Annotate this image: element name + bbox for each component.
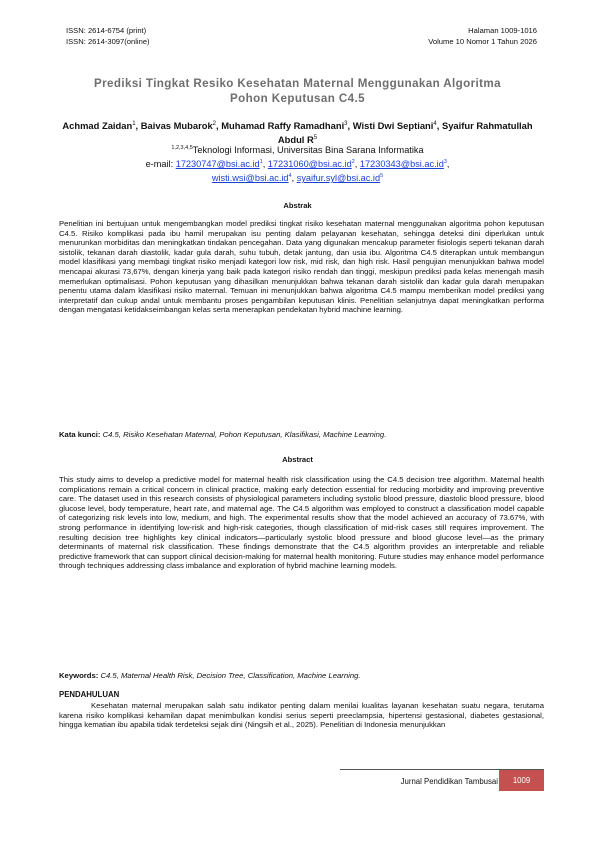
abstract-heading: Abstract (282, 455, 313, 464)
email-link[interactable]: 17231060@bsi.ac.id (267, 159, 352, 170)
author-sup: 3 (344, 121, 348, 127)
title-line-1: Prediksi Tingkat Resiko Kesehatan Maternal Menggunakan Algoritma (93, 77, 501, 90)
section-heading: PENDAHULUAN (59, 690, 120, 699)
keywords-label: Keywords: (59, 671, 99, 680)
affiliation (60, 143, 535, 157)
page-number: 1009 (499, 770, 544, 791)
volume-block (428, 26, 537, 47)
page-range: Halaman 1009-1016 (468, 26, 537, 35)
paper-title (60, 76, 535, 106)
author-sup: 5 (313, 135, 318, 142)
email-label: e-mail: (145, 159, 174, 170)
pendahuluan-body (59, 701, 544, 730)
keywords-label: Kata kunci: (59, 430, 101, 439)
abstrak-body: Penelitian ini bertujuan untuk mengembangkan model prediksi tingkat risiko kesehatan maternal menggunakan algoritma pohon keputusan C4.5. Risiko komplikasi pada ibu hamil merupakan isu penting dalam pelayanan kesehatan, sehingga deteksi dini diperlukan untuk menurunkan morbiditas dan meningkatkan tindakan pencegahan. Data yang digunakan mencakup parameter fisiologis seperti tekanan darah sistolik, tekanan darah diastolik, kadar gula darah, suhu tubuh, detak jantung, dan usia ibu. Algoritma C4.5 diterapkan untuk membangun model klasifikasi yang membagi tingkat risiko menjadi kategori low risk, mid risk, dan high risk. Hasil pengujian menunjukkan bahwa model mencapai akurasi 73,67%, dengan kinerja yang baik pada kategori risiko rendah dan tinggi, meskipun prediksi pada kelas menengah masih memerlukan optimalisasi. Pohon keputusan yang dihasilkan menunjukkan bahwa tekanan darah sistolik dan kadar gula darah merupakan penentu utama dalam klasifikasi risiko maternal. Temuan ini menunjukkan bahwa algoritma C4.5 mampu memberikan model prediksi yang interpretatif dan cukup andal untuk membantu proses pengambilan keputusan klinis. Penelitian selanjutnya dapat meningkatkan performa dengan mengatasi ketidakseimbangan kelas serta menerapkan pendekatan hybrid machine learning. (59, 219, 544, 315)
issn-print: ISSN: 2614-6754 (print) (66, 26, 147, 35)
author-list: Achmad Zaidan$^1$, Baivas Mubarok$^2$, Muhamad Raffy Ramadhani$^3$, Wisti Dwi Septiani$^4$, Syaifur Rahmatullah Abdul $R^5$ (62, 120, 533, 146)
abstract-keywords (59, 671, 544, 681)
author-sup: 4 (433, 121, 437, 127)
keywords-value: C4.5, Risiko Kesehatan Maternal, Pohon Keputusan, Klasifikasi, Machine Learning. (102, 430, 387, 439)
email-link[interactable]: 17230747@bsi.ac.id (175, 159, 260, 170)
author-name: Syaifur Rahmatullah Abdul R (277, 120, 533, 146)
author-sup: 1 (132, 121, 136, 127)
email-sup: 1 (259, 159, 263, 165)
email-sup: 2 (351, 159, 355, 165)
author-name: Achmad Zaidan (62, 120, 133, 132)
email-link[interactable]: syaifur.syl@bsi.ac.id (296, 173, 381, 184)
email-sup: 5 (380, 173, 384, 180)
abstrak-heading: Abstrak (283, 201, 312, 210)
volume-number: Volume 10 Nomor 1 Tahun 2026 (428, 36, 537, 46)
email-link[interactable]: 17230343@bsi.ac.id (359, 159, 444, 170)
issn-block (66, 26, 150, 47)
footer-journal: Jurnal Pendidikan Tambusai (400, 777, 498, 786)
affiliation-sup: 1,2,3,4,5 (171, 145, 193, 151)
abstract-body: This study aims to develop a predictive model for maternal health risk classification using the C4.5 decision tree algorithm. Maternal health complications remain a critical concern in clinical practice, making early detection essential for reducing morbidity and improving preventive care. The dataset used in this research consists of physiological parameters including systolic blood pressure, diastolic blood pressure, blood glucose level, body temperature, heart rate, and maternal age. The C4.5 algorithm was employed to construct a classification model capable of categorizing risk levels into low, medium, and high. The experimental results show that the model achieved an accuracy of 73.67%, with strong performance in identifying low-risk and high-risk categories, though classification of mid-risk cases still requires improvement. The resulting decision tree highlights key clinical indicators—particularly systolic blood pressure and blood glucose level—as the primary determinants of maternal risk classification. These findings demonstrate that the C4.5 algorithm provides an interpretable and reliable predictive framework that can support clinical decision-making for maternal health monitoring. Future studies may enhance model performance through techniques addressing class imbalance and exploration of hybrid machine learning models. (59, 475, 544, 571)
keywords-value: C4.5, Maternal Health Risk, Decision Tree, Classification, Machine Learning. (100, 671, 361, 680)
email-list: e-mail: $17230747@bsi.ac.id^1$, $17231060@bsi.ac.id^2$, $17230343@bsi.ac.id^3$, $wisti.wsi@bsi.ac.id^4$, $syaifur.syl@bsi.ac.id^5$ (145, 159, 450, 184)
author-name: Baivas Mubarok (140, 120, 213, 132)
email-sup: 4 (288, 173, 292, 180)
author-sup: 2 (212, 121, 217, 127)
email-link[interactable]: wisti.wsi@bsi.ac.id (211, 173, 289, 184)
affiliation-text: Teknologi Informasi, Universitas Bina Sarana Informatika (192, 145, 424, 156)
email-sup: 3 (443, 159, 447, 165)
author-name: Wisti Dwi Septiani (352, 120, 434, 132)
title-line-2: Pohon Keputusan C4.5 (230, 92, 365, 105)
issn-online: ISSN: 2614-3097(online) (66, 36, 150, 46)
author-name: Muhamad Raffy Ramadhani (221, 120, 345, 132)
abstrak-keywords (59, 430, 544, 440)
pendahuluan-text: Kesehatan maternal merupakan salah satu indikator penting dalam menilai kualitas layanan kesehatan suatu negara, terutama karena risiko komplikasi kehamilan dapat menimbulkan kondisi serius seperti preeclampsia, hipertensi gestasional, diabetes gestasional, hingga kematian ibu apabila tidak terdeteksi sejak dini (Ningsih et al., 2025). Penelitian di Indonesia menunjukkan (59, 701, 544, 730)
